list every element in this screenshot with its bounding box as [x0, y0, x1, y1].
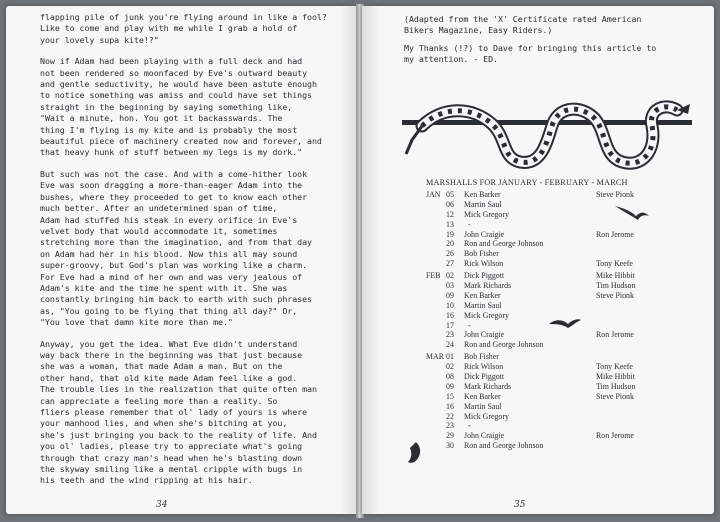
month-block-feb	[426, 271, 676, 350]
day-number: 30	[446, 441, 454, 451]
schedule-row	[426, 301, 676, 311]
marshall-name-second: Tim Hudson	[596, 281, 636, 291]
day-number: 09	[446, 381, 454, 391]
marshall-name: Mark Richards	[464, 381, 512, 391]
day-number: 17	[446, 320, 454, 330]
marshall-name: Ron and George Johnson	[464, 441, 544, 451]
month-label	[426, 402, 446, 412]
bird-icon	[406, 440, 426, 466]
schedule-row	[426, 402, 676, 412]
marshall-name-second	[596, 352, 676, 362]
article-paragraph: Anyway, you get the idea. What Eve didn't understand way back there in the beginning was that just because she was a woman, that made Adam a man. But on the other hand, that old kite made Adam feel like a god. The trouble lies in the realization that quite often man can appreciate a feeling more than a reality. So fliers please remember that ol' lady of yours is where your manhood lies, and when she's bitching at you, she's just bringing you back to the reality of life. And you ol' ladies, please try to appreciate what's going through that crazy man's head when he's blasting down the skyway smiling like a mental cripple with bugs in his teeth and the wind ripping at his hair.	[40, 338, 317, 486]
schedule-row	[426, 421, 676, 431]
marshall-name-second: Tony Keefe	[596, 362, 633, 372]
left-page	[6, 6, 358, 514]
schedule-row	[426, 382, 676, 392]
day-number: 06	[446, 199, 454, 209]
schedule-row	[426, 441, 676, 451]
marshall-name-second: Tim Hudson	[596, 381, 636, 391]
bird-icon	[548, 314, 582, 332]
marshall-name-second	[596, 239, 676, 249]
month-block-mar	[426, 352, 676, 451]
day-number: 22	[446, 411, 454, 421]
marshall-name: Martin Saul	[464, 199, 502, 209]
month-label	[426, 239, 446, 249]
month-label	[426, 412, 446, 422]
marshall-name-second: Ron Jerome	[596, 431, 634, 441]
day-number: 08	[446, 372, 454, 382]
snake-illustration	[402, 96, 692, 176]
schedule-row	[426, 372, 676, 382]
day-number: 13	[446, 219, 454, 229]
schedule-row	[426, 392, 676, 402]
marshall-name-second: Mike Hibbit	[596, 372, 635, 382]
gutter-shadow	[362, 6, 380, 514]
marshall-name: Ron and George Johnson	[464, 239, 544, 249]
marshall-name: Dick Piggott	[464, 372, 505, 382]
marshall-name-second	[596, 340, 676, 350]
marshall-name: Martin Saul	[464, 300, 502, 310]
marshall-name: Ron and George Johnson	[464, 340, 544, 350]
editor-note	[404, 14, 704, 72]
bird-icon	[614, 202, 650, 224]
schedule-row	[426, 271, 676, 281]
marshall-name: Bob Fisher	[464, 249, 499, 259]
marshall-name-second	[596, 441, 676, 451]
schedule-row	[426, 190, 676, 200]
marshall-name-second: Mike Hibbit	[596, 271, 635, 281]
marshall-name: Ken Barker	[464, 391, 501, 401]
schedule-row	[426, 352, 676, 362]
article-paragraph: But such was not the case. And with a come-hither look Eve was soon dragging a more-than-eager Adam into the bushes, where they proceeded to get to know each other much better. After an undetermined span of time, Adam had stuffed his steak in every orifice in Eve's velvet body that would accommodate it, sometimes stretching more than the imagination, and from that day on Adam had her in his blood. Now this all may sound super-groovy, but God's plan was working like a charm. For Eve had a mind of her own and was very jealous of Adam's kite and the time he spent with it. She was constantly bringing him back to earth with such phrases as, "You going to be flying that thing all day?" Or, "You love that damn kite more than me."	[40, 168, 312, 328]
marshall-name-second	[596, 301, 676, 311]
day-number: 12	[446, 209, 454, 219]
article-paragraph: Now if Adam had been playing with a full deck and had not been rendered so moonfaced by Eve's outward beauty and gentle seductivity, he would have been astute enough to notice something was amiss and could have set things straight in the beginning by saying something like, "Wait a minute, hon. You got it backasswards. The thing I'm flying is my kite and is probably the most beautiful piece of machinery created now and forever, and that heavy hunk of stuff between my legs is my dork."	[40, 56, 322, 158]
marshall-name: John Craigie	[464, 330, 505, 340]
marshall-name-second	[596, 421, 676, 431]
marshall-name-second	[596, 412, 676, 422]
marshall-name: Rick Wilson	[464, 259, 504, 269]
marshall-name-second: Steve Pionk	[596, 190, 634, 199]
article-column	[40, 12, 340, 497]
marshall-name: Ken Barker	[464, 190, 501, 199]
day-number: 05	[446, 190, 454, 199]
month-label	[426, 382, 446, 392]
schedule-row	[426, 259, 676, 269]
month-label	[426, 431, 446, 441]
month-label	[426, 210, 446, 220]
source-credit: (Adapted from the 'X' Certificate rated American Bikers Magazine, Easy Riders.)	[404, 14, 642, 36]
day-number: 29	[446, 431, 454, 441]
marshall-name: John Craigie	[464, 229, 505, 239]
marshall-name-second: Steve Pionk	[596, 290, 634, 300]
schedule-row	[426, 239, 676, 249]
month-label	[426, 362, 446, 372]
month-label	[426, 230, 446, 240]
thanks-note: My Thanks (!?) to Dave for bringing this article to my attention. - ED.	[404, 42, 657, 65]
marshall-name-second	[596, 321, 676, 331]
month-label	[426, 259, 446, 269]
schedule-row	[426, 412, 676, 422]
marshall-name-second: Tony Keefe	[596, 259, 633, 269]
day-number: 01	[446, 352, 454, 362]
marshall-name-second: Steve Pionk	[596, 391, 634, 401]
marshall-name-second: Ron Jerome	[596, 330, 634, 340]
month-label: FEB	[426, 271, 441, 281]
marshall-name-second	[596, 311, 676, 321]
marshall-name: Ken Barker	[464, 290, 501, 300]
marshall-name: -	[464, 320, 471, 330]
schedule-row	[426, 249, 676, 259]
page-number: 34	[156, 500, 168, 510]
marshall-name: Dick Piggott	[464, 271, 505, 281]
month-label	[426, 392, 446, 402]
marshall-name: -	[464, 421, 471, 431]
article-paragraph: flapping pile of junk you're flying around in like a fool? Like to come and play with me while I grab a hold of your lovely supa kite!?"	[40, 12, 327, 45]
marshall-name: Mick Gregory	[464, 209, 509, 219]
month-label	[426, 372, 446, 382]
marshalls-heading: MARSHALLS FOR JANUARY - FEBRUARY - MARCH	[426, 178, 628, 187]
schedule-row	[426, 291, 676, 301]
day-number: 23	[446, 421, 454, 431]
month-label	[426, 281, 446, 291]
marshall-name: Bob Fisher	[464, 352, 499, 362]
month-label	[426, 330, 446, 340]
month-label: MAR	[426, 352, 444, 362]
marshall-name: -	[464, 219, 471, 229]
day-number: 26	[446, 249, 454, 259]
marshall-name: Mick Gregory	[464, 411, 509, 421]
day-number: 19	[446, 229, 454, 239]
month-label	[426, 249, 446, 259]
day-number: 15	[446, 391, 454, 401]
month-label	[426, 441, 446, 451]
marshall-name-second	[596, 402, 676, 412]
day-number: 10	[446, 300, 454, 310]
month-label	[426, 220, 446, 230]
month-label	[426, 301, 446, 311]
day-number: 09	[446, 290, 454, 300]
day-number: 03	[446, 281, 454, 291]
day-number: 23	[446, 330, 454, 340]
marshall-name: Mark Richards	[464, 281, 512, 291]
schedule-row	[426, 340, 676, 350]
marshall-name: Martin Saul	[464, 401, 502, 411]
marshall-name: Rick Wilson	[464, 362, 504, 372]
day-number: 02	[446, 271, 454, 281]
schedule-row	[426, 281, 676, 291]
schedule-row	[426, 431, 676, 441]
marshall-name: Mick Gregory	[464, 310, 509, 320]
month-label	[426, 200, 446, 210]
month-label	[426, 311, 446, 321]
day-number: 20	[446, 239, 454, 249]
day-number: 27	[446, 259, 454, 269]
day-number: 16	[446, 401, 454, 411]
marshall-name-second	[596, 249, 676, 259]
month-label	[426, 421, 446, 431]
schedule-row	[426, 230, 676, 240]
schedule-row	[426, 362, 676, 372]
page-number: 35	[514, 500, 526, 510]
day-number: 24	[446, 340, 454, 350]
month-label: JAN	[426, 190, 441, 199]
month-label	[426, 321, 446, 331]
marshall-name: John Craigie	[464, 431, 505, 441]
month-label	[426, 291, 446, 301]
right-page	[362, 6, 714, 514]
month-label	[426, 340, 446, 350]
marshall-name-second: Ron Jerome	[596, 229, 634, 239]
day-number: 16	[446, 310, 454, 320]
day-number: 02	[446, 362, 454, 372]
